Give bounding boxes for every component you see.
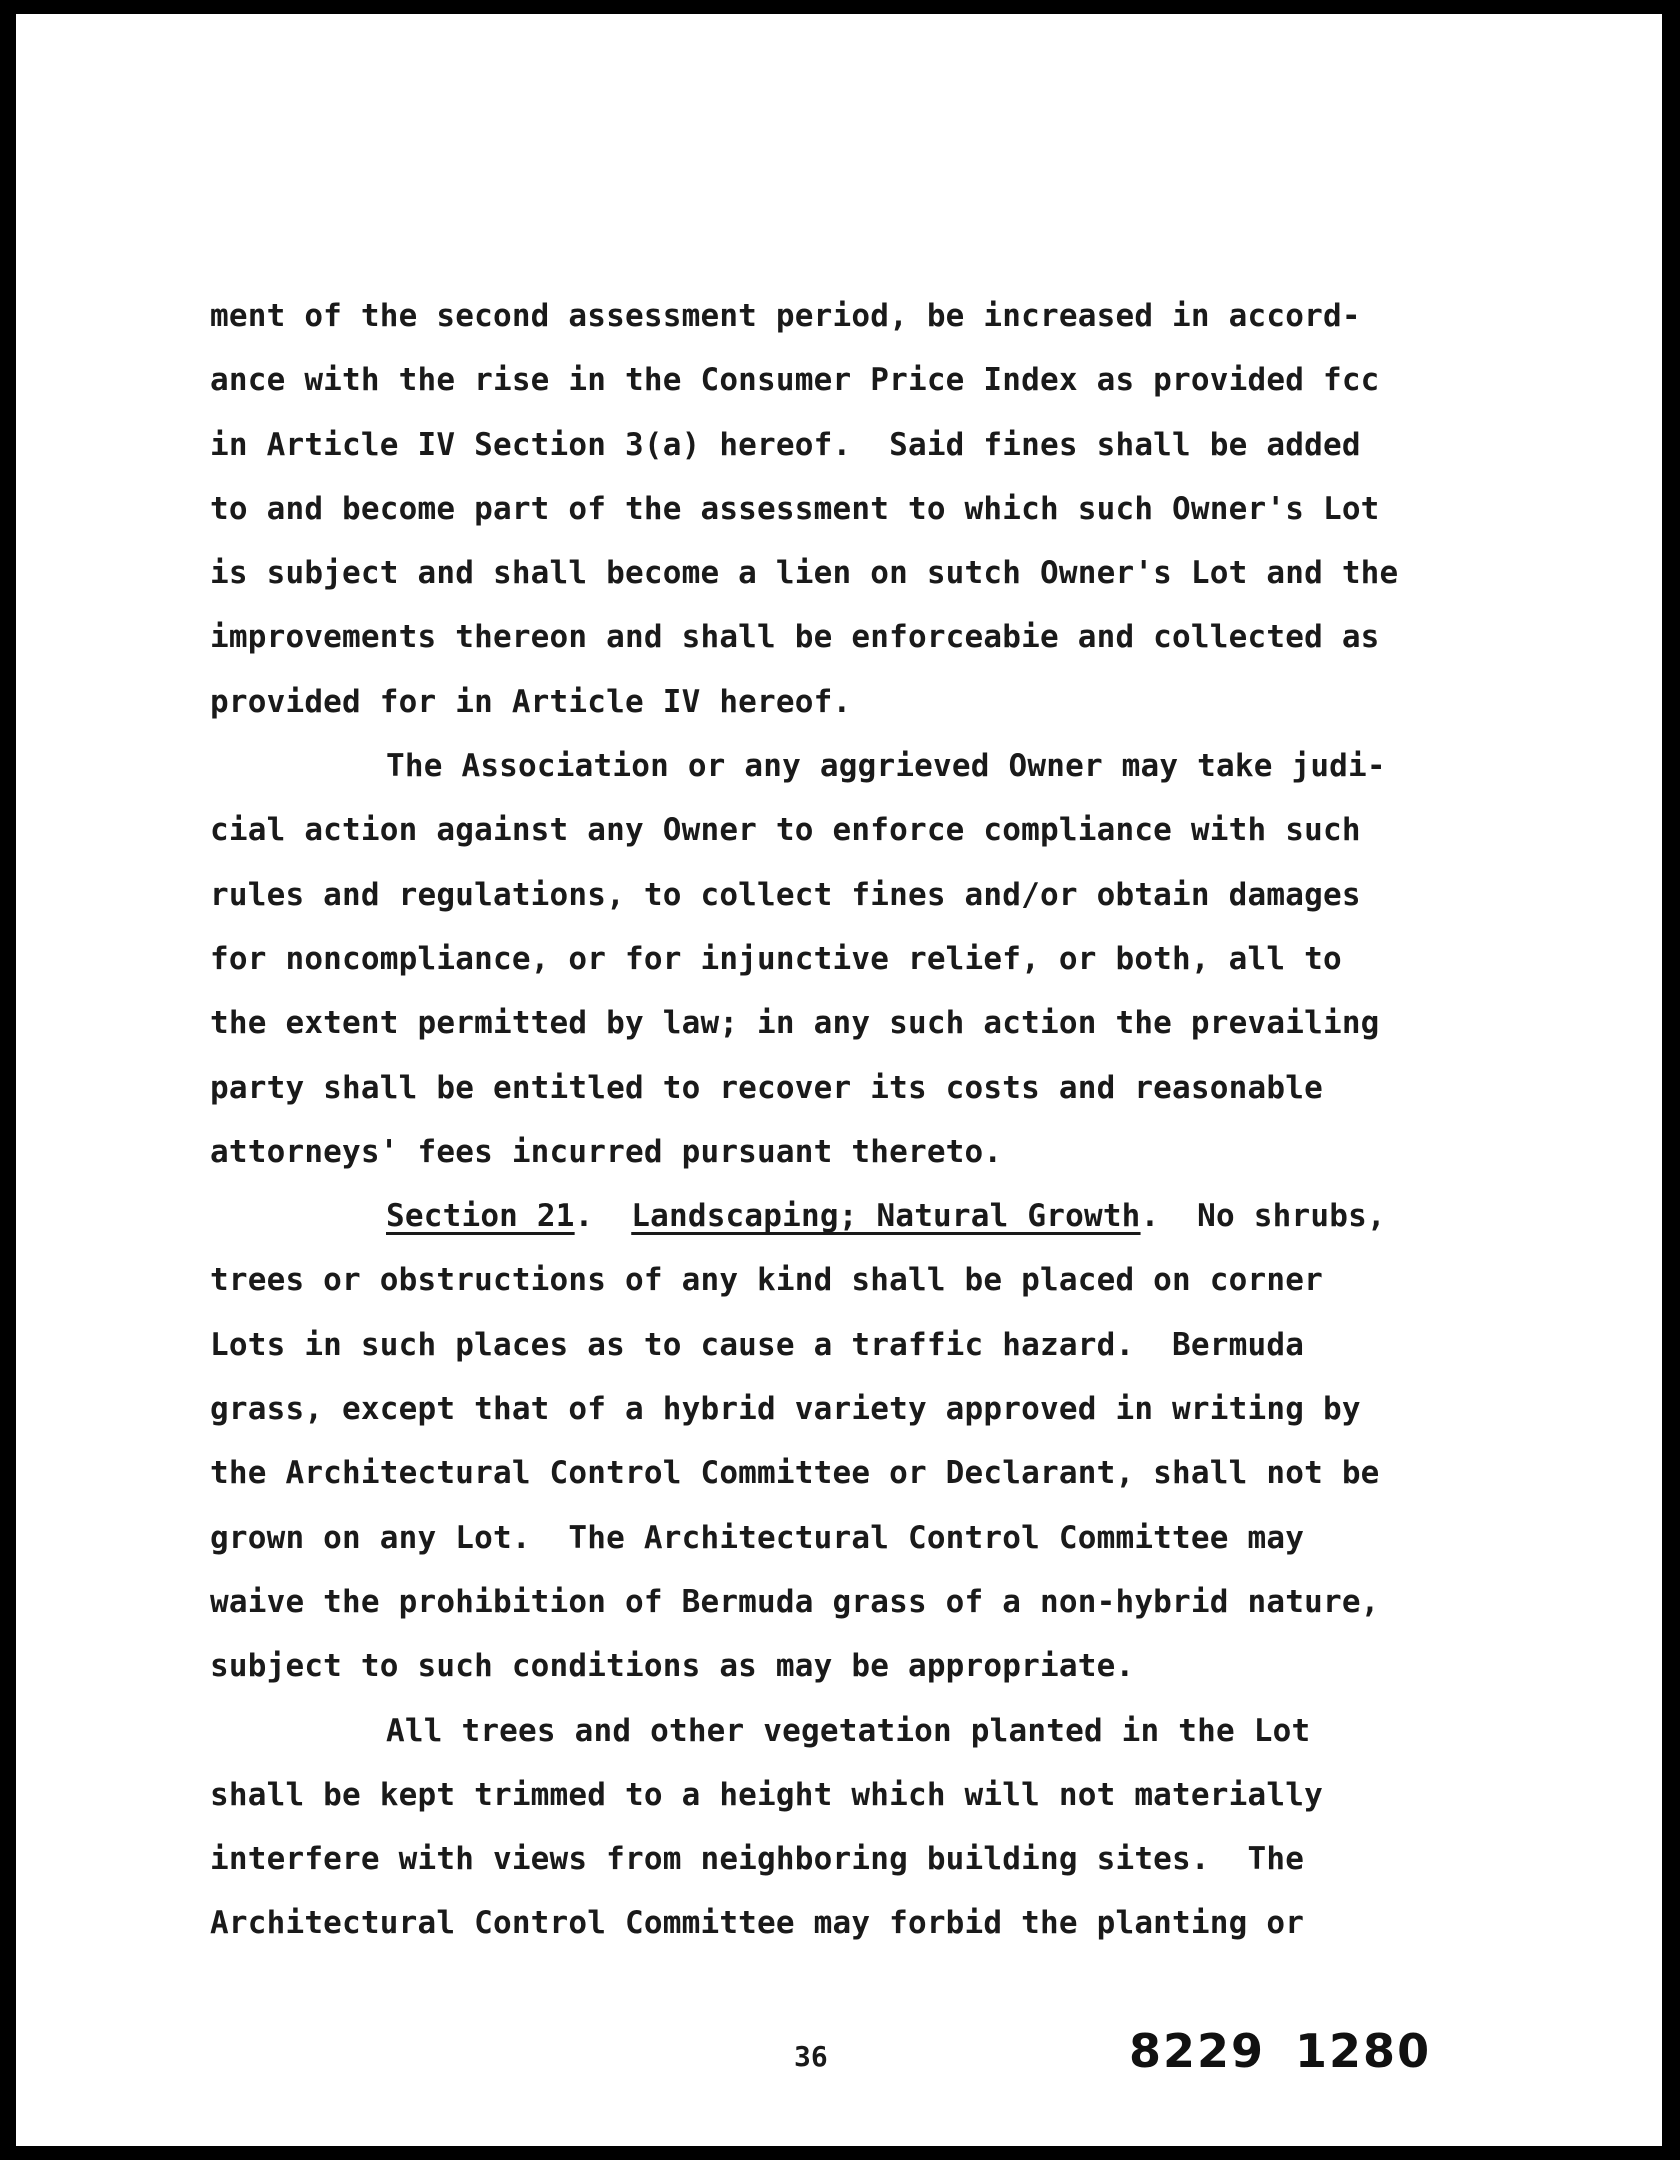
scan-speck-top [886, 0, 896, 8]
text-line: Lots in such places as to cause a traffic hazard. Bermuda [210, 1326, 1305, 1363]
text-line: attorneys' fees incurred pursuant thereto. [210, 1133, 1003, 1170]
section-heading: Landscaping; Natural Growth [631, 1198, 1141, 1235]
text-line: shall be kept trimmed to a height which will not materially [210, 1776, 1323, 1813]
text-line: is subject and shall become a lien on sutch Owner's Lot and the [210, 555, 1399, 592]
text-line: Architectural Control Committee may forbid the planting or [210, 1905, 1305, 1942]
body-text [210, 284, 1438, 1956]
text-line: The Association or any aggrieved Owner may take judi- [386, 748, 1386, 785]
document-number: 8229 1280 [1129, 2024, 1432, 2078]
document-page [16, 14, 1662, 2146]
text-line: ance with the rise in the Consumer Price Index as provided fcc [210, 362, 1380, 399]
text-line: subject to such conditions as may be appropriate. [210, 1648, 1135, 1685]
text-line: trees or obstructions of any kind shall be placed on corner [210, 1262, 1323, 1299]
text-line: interfere with views from neighboring building sites. The [210, 1841, 1305, 1878]
text-line: No shrubs, [1197, 1198, 1386, 1235]
text-line: All trees and other vegetation planted in the Lot [386, 1712, 1311, 1749]
text-line: cial action against any Owner to enforce compliance with such [210, 812, 1361, 849]
text-line: ment of the second assessment period, be increased in accord- [210, 298, 1361, 334]
page-number: 36 [794, 2040, 828, 2073]
scan-speck-right [1664, 1754, 1668, 1758]
text-line: party shall be entitled to recover its costs and reasonable [210, 1069, 1323, 1106]
text-line: waive the prohibition of Bermuda grass of a non-hybrid nature, [210, 1583, 1380, 1620]
text-line: for noncompliance, or for injunctive relief, or both, all to [210, 940, 1342, 977]
text-line: improvements thereon and shall be enforceabie and collected as [210, 619, 1380, 656]
text-line: grown on any Lot. The Architectural Control Committee may [210, 1519, 1305, 1556]
text-line: grass, except that of a hybrid variety approved in writing by [210, 1391, 1361, 1428]
section-heading-line: Section 21. Landscaping; Natural Growth. No shrubs, [386, 1198, 1386, 1235]
text-line: in Article IV Section 3(a) hereof. Said fines shall be added [210, 426, 1361, 463]
text-line: rules and regulations, to collect fines and/or obtain damages [210, 876, 1361, 913]
scan-speck-left [6, 1388, 14, 1402]
text-line: provided for in Article IV hereof. [210, 683, 852, 720]
text-line: the Architectural Control Committee or Declarant, shall not be [210, 1455, 1380, 1492]
text-line: to and become part of the assessment to which such Owner's Lot [210, 490, 1380, 527]
section-label: Section 21 [386, 1198, 575, 1235]
text-line: the extent permitted by law; in any such action the prevailing [210, 1005, 1380, 1042]
